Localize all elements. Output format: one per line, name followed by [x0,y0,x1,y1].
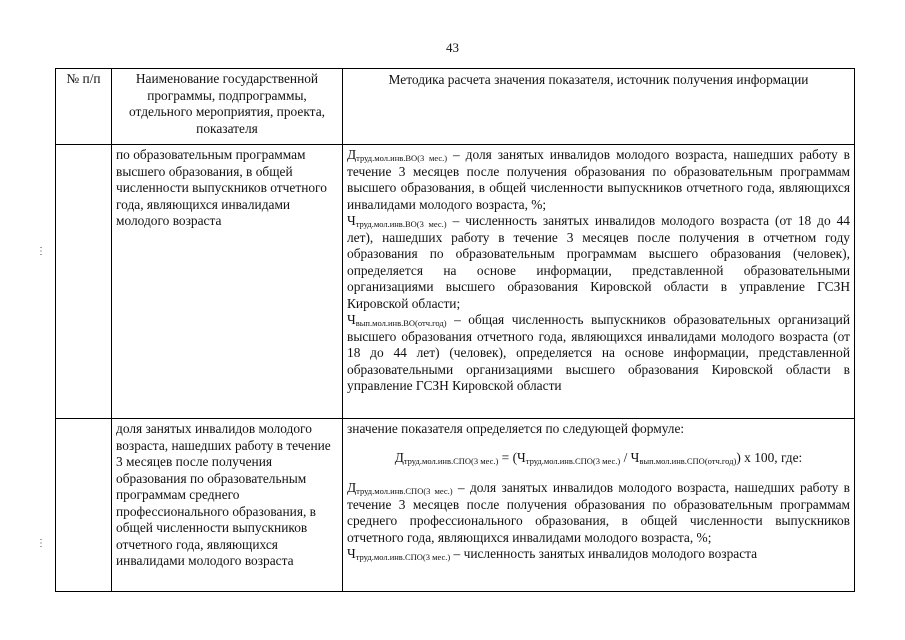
header-name: Наименование государственной программы, подпрограммы, отдельного мероприятия, проекта, показателя [112,69,343,145]
definition-paragraph: $Ч_{вып.мол.инв.ВО(отч.год)}$ – общая численность выпускников образовательных организаций высшего образования отчетного года, являющихся инвалидами молодого возраста (от 18 до 44 лет) (человек), определяется на основе информации, представленной образовательными организациями высшего образования Кировской области в управление ГСЗН Кировской области [347,312,850,393]
scan-margin-mark: ⋮ [36,246,46,257]
method-cell [343,419,855,592]
indicator-table [55,68,855,592]
indicator-name: доля занятых инвалидов молодого возраста, нашедших работу в течение 3 месяцев после получения образования по образовательным программам среднего профессионального образования, в общей численности выпускников отчетного года, являющихся инвалидами молодого возраста [112,419,343,592]
formula: $Д_{труд.мол.инв.СПО(3 мес.)} = (Ч_{труд.мол.инв.СПО(3 мес.)} / Ч_{вып.мол.инв.СПО(отч.год)})$ х 100, где: [394,449,803,466]
table-header-row [56,69,855,145]
header-method: Методика расчета значения показателя, источник получения информации [343,69,855,145]
definition-paragraph: $Ч_{труд.мол.инв.СПО(3 мес.)}$ – численность занятых инвалидов молодого возраста [347,546,758,562]
formula-intro: значение показателя определяется по следующей формуле: [347,421,685,436]
table-row [56,419,855,592]
row-number-cell [56,419,112,592]
row-number-cell [56,145,112,419]
definition-paragraph: $Д_{труд.мол.инв.ВО(3 мес.)}$ – доля занятых инвалидов молодого возраста, нашедших работу в течение 3 месяцев после получения образования по образовательным программам высшего образования, в общей численности выпускников отчетного года, являющихся инвалидами молодого возраста, %; [347,147,850,212]
definition-paragraph: $Ч_{труд.мол.инв.ВО(3 мес.)}$ – численность занятых инвалидов молодого возраста (от 18 до 44 лет), нашедших работу в течение 3 месяцев после получения в отчетном году образования по образовательным программам высшего образования (человек), определяется на основе информации, представленной образовательными организациями высшего образования Кировской области в управление ГСЗН Кировской области; [347,213,850,311]
definition-paragraph: $Д_{труд.мол.инв.СПО(3 мес.)}$ – доля занятых инвалидов молодого возраста, нашедших работу в течение 3 месяцев после получения образования по образовательным программам среднего профессионального образования, в общей численности выпускников отчетного года, являющихся инвалидами молодого возраста, %; [347,480,851,545]
method-cell [343,145,855,419]
indicator-name: по образовательным программам высшего образования, в общей численности выпускников отчетного года, являющихся инвалидами молодого возраста [112,145,343,419]
table-row [56,145,855,419]
page-number: 43 [446,40,459,55]
scan-margin-mark: ⋮ [36,538,46,549]
header-number: № п/п [56,69,112,145]
